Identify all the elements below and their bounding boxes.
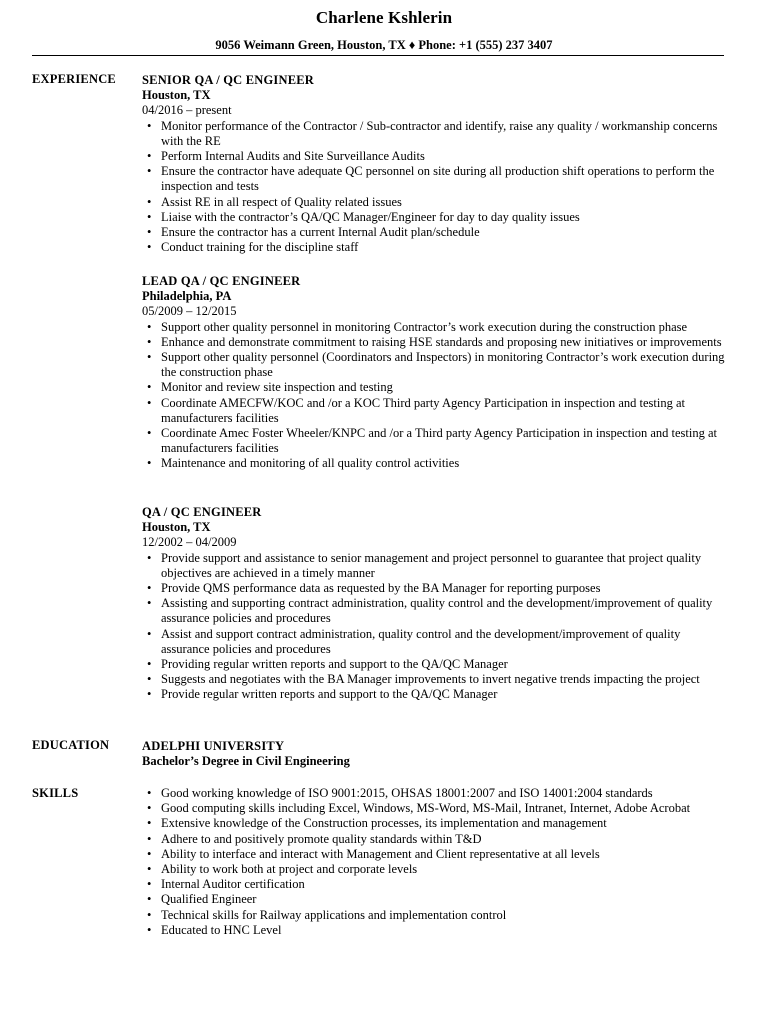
section-label-experience: EXPERIENCE xyxy=(32,72,116,86)
job-title: LEAD QA / QC ENGINEER xyxy=(142,274,301,288)
candidate-name: Charlene Kshlerin xyxy=(315,8,453,27)
list-item: • Ability to work both at project and corporate levels xyxy=(142,862,732,877)
list-item: • Good working knowledge of ISO 9001:2015, OHSAS 18001:2007 and ISO 14001:2004 standards xyxy=(142,786,732,801)
job-title: SENIOR QA / QC ENGINEER xyxy=(142,73,314,87)
list-item: • Monitor performance of the Contractor / Sub-contractor and identify, raise any quality / workmanship concerns with the RE xyxy=(142,119,732,149)
list-item: • Maintenance and monitoring of all quality control activities xyxy=(142,456,732,471)
job-location: Philadelphia, PA xyxy=(142,289,232,304)
job-entry-3 xyxy=(142,505,732,703)
list-item: • Provide regular written reports and support to the QA/QC Manager xyxy=(142,687,732,702)
job-location: Houston, TX xyxy=(142,88,211,103)
list-item: • Enhance and demonstrate commitment to raising HSE standards and proposing new initiatives or improvements xyxy=(142,335,732,350)
list-item: • Adhere to and positively promote quality standards within T&D xyxy=(142,832,732,847)
job-entry-2 xyxy=(142,274,732,472)
education-entry xyxy=(142,739,732,769)
list-item: • Coordinate Amec Foster Wheeler/KNPC and /or a Third party Agency Participation in inspection and testing at manufacturers facilities xyxy=(142,426,732,456)
list-item: • Perform Internal Audits and Site Surveillance Audits xyxy=(142,149,732,164)
skills-list xyxy=(142,786,732,938)
job-bullet-list xyxy=(142,320,732,472)
list-item: • Qualified Engineer xyxy=(142,892,732,907)
list-item: • Coordinate AMECFW/KOC and /or a KOC Third party Agency Participation in inspection and testing at manufacturers facilities xyxy=(142,396,732,426)
job-title: QA / QC ENGINEER xyxy=(142,505,262,519)
list-item: • Providing regular written reports and support to the QA/QC Manager xyxy=(142,657,732,672)
skills-entry xyxy=(142,786,732,938)
contact-line: 9056 Weimann Green, Houston, TX ♦ Phone: +1 (555) 237 3407 xyxy=(215,38,553,52)
list-item: • Educated to HNC Level xyxy=(142,923,732,938)
list-item: • Suggests and negotiates with the BA Manager improvements to invert negative trends impacting the project xyxy=(142,672,732,687)
list-item: • Monitor and review site inspection and testing xyxy=(142,380,732,395)
list-item: • Liaise with the contractor’s QA/QC Manager/Engineer for day to day quality issues xyxy=(142,210,732,225)
list-item: • Support other quality personnel in monitoring Contractor’s work execution during the construction phase xyxy=(142,320,732,335)
list-item: • Technical skills for Railway applications and implementation control xyxy=(142,908,732,923)
job-dates: 05/2009 – 12/2015 xyxy=(142,304,237,319)
job-entry-1 xyxy=(142,73,732,255)
list-item: • Provide support and assistance to senior management and project personnel to guarantee that project quality objectives are achieved in a timely manner xyxy=(142,551,732,581)
list-item: • Provide QMS performance data as requested by the BA Manager for reporting purposes xyxy=(142,581,732,596)
job-location: Houston, TX xyxy=(142,520,211,535)
section-label-education: EDUCATION xyxy=(32,738,110,752)
job-dates: 04/2016 – present xyxy=(142,103,232,118)
list-item: • Good computing skills including Excel, Windows, MS-Word, MS-Mail, Intranet, Internet, Adobe Acrobat xyxy=(142,801,732,816)
list-item: • Extensive knowledge of the Construction processes, its implementation and management xyxy=(142,816,732,831)
job-dates: 12/2002 – 04/2009 xyxy=(142,535,237,550)
degree: Bachelor’s Degree in Civil Engineering xyxy=(142,754,350,769)
list-item: • Conduct training for the discipline staff xyxy=(142,240,732,255)
list-item: • Assist RE in all respect of Quality related issues xyxy=(142,195,732,210)
list-item: • Assisting and supporting contract administration, quality control and the development/improvement of quality assurance policies and procedures xyxy=(142,596,732,626)
list-item: • Support other quality personnel (Coordinators and Inspectors) in monitoring Contractor’s work execution during the construction phase xyxy=(142,350,732,380)
job-bullet-list xyxy=(142,119,732,256)
list-item: • Internal Auditor certification xyxy=(142,877,732,892)
job-bullet-list xyxy=(142,551,732,703)
list-item: • Assist and support contract administration, quality control and the development/improvement of quality assurance policies and procedures xyxy=(142,627,732,657)
list-item: • Ensure the contractor have adequate QC personnel on site during all production shift operations to perform the inspection and tests xyxy=(142,164,732,194)
section-label-skills: SKILLS xyxy=(32,786,79,800)
list-item: • Ensure the contractor has a current Internal Audit plan/schedule xyxy=(142,225,732,240)
header-divider xyxy=(32,55,724,56)
school-name: ADELPHI UNIVERSITY xyxy=(142,739,285,753)
list-item: • Ability to interface and interact with Management and Client representative at all levels xyxy=(142,847,732,862)
